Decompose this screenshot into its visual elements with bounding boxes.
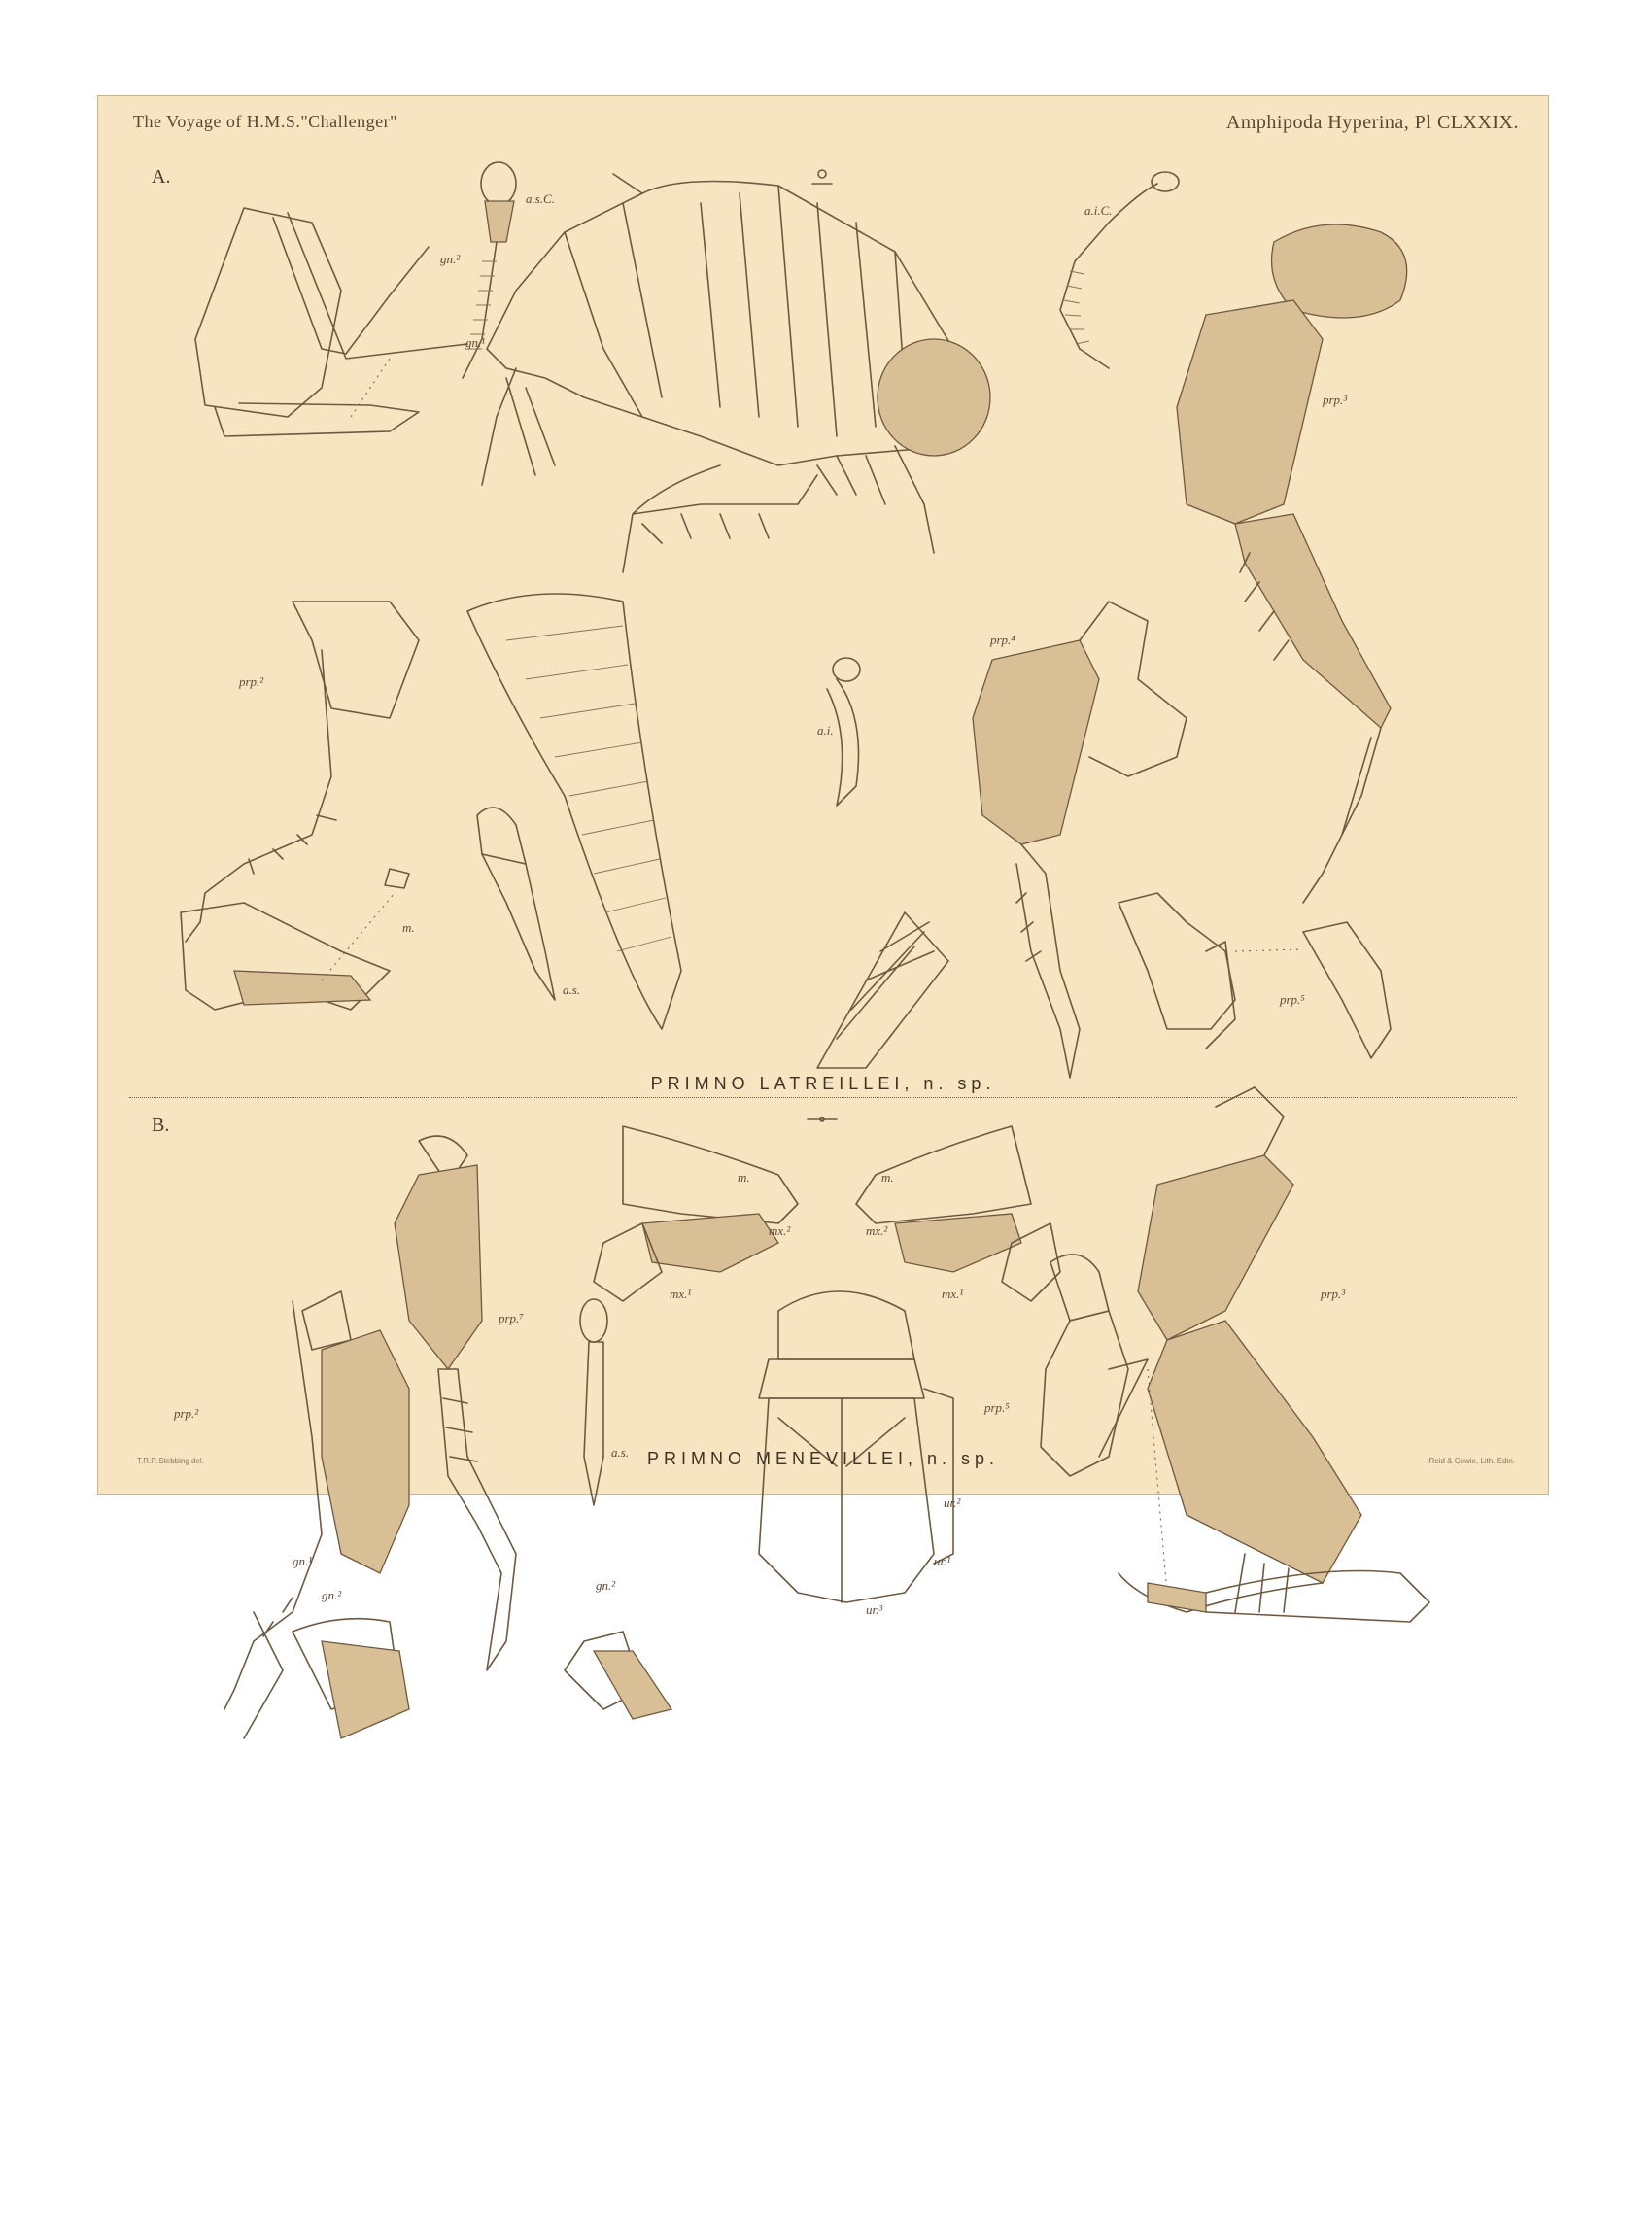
illustration [98, 96, 1550, 1496]
label-asc-a: a.s.C. [526, 191, 555, 206]
label-aic-a: a.i.C. [1084, 203, 1113, 218]
section-letter-b: B. [152, 1115, 170, 1136]
figure-urosome-a [817, 912, 948, 1068]
label-prp3-a: prp.³ [1323, 393, 1348, 407]
label-gn2-b-left: gn.² [322, 1588, 342, 1602]
label-gn1-a: gn.¹ [465, 335, 486, 350]
figure-pereiopod-2-a [186, 602, 419, 942]
label-gn2-b-right: gn.² [596, 1578, 616, 1593]
section-letter-a: A. [152, 166, 171, 188]
label-as-a: a.s. [563, 982, 581, 997]
label-ai-a: a.i. [817, 723, 834, 738]
plate-number: Amphipoda Hyperina, Pl CLXXIX. [1225, 112, 1519, 133]
artist-credit: T.R.R.Stebbing del. [137, 1457, 204, 1465]
figure-pereiopod-2-b [224, 1291, 409, 1709]
series-title: The Voyage of H.M.S."Challenger" [133, 112, 397, 131]
figure-gnathopods-a [195, 208, 467, 436]
label-mx1-b-right: mx.¹ [942, 1287, 964, 1301]
figure-pereiopod-7-b [395, 1136, 516, 1670]
label-prp5-b: prp.⁵ [984, 1400, 1010, 1415]
label-ur2-b: ur.² [944, 1496, 961, 1510]
label-prp4-a: prp.⁴ [990, 633, 1015, 647]
title-section-b: PRIMNO MENEVILLEI, n. sp. [646, 1449, 1000, 1468]
label-m-b-left: m. [738, 1170, 750, 1185]
section-divider [129, 1097, 1517, 1098]
label-prp5-a: prp.⁵ [1280, 992, 1305, 1007]
figure-whole-animal-a [482, 170, 990, 572]
figure-urosome-b [759, 1291, 953, 1602]
label-prp2-b: prp.² [174, 1406, 199, 1421]
figure-antenna-superior-b [580, 1299, 607, 1505]
figure-gnathopods-b [244, 1612, 671, 1738]
figure-antenna-superior-a [477, 808, 555, 1000]
label-prp2-a: prp.² [239, 674, 264, 689]
figure-antenna-inferior [1060, 172, 1179, 368]
lithographer-credit: Reid & Cowie, Lith. Edin. [1428, 1457, 1515, 1465]
label-ur1-b: ur.¹ [934, 1554, 951, 1568]
label-m-a: m. [402, 920, 415, 935]
figure-pereiopod-3-b [1119, 1087, 1361, 1612]
figure-pereiopod-5-a [1119, 893, 1391, 1058]
title-section-a: PRIMNO LATREILLEI, n. sp. [650, 1074, 996, 1093]
figure-spine-large [467, 594, 681, 1029]
label-prp3-b: prp.³ [1321, 1287, 1346, 1301]
label-ur3-b: ur.³ [866, 1602, 883, 1617]
plate [97, 95, 1549, 1617]
label-prp7-b: prp.⁷ [499, 1311, 524, 1325]
label-gn2-a: gn.² [440, 252, 461, 266]
label-gn1-b: gn.¹ [293, 1554, 313, 1568]
label-mx2-b-left: mx.² [769, 1223, 791, 1238]
label-mx1-b-left: mx.¹ [670, 1287, 692, 1301]
label-m-b-right: m. [881, 1170, 894, 1185]
label-mx2-b-right: mx.² [866, 1223, 888, 1238]
figure-mandible-a [181, 869, 409, 1010]
figure-mouthparts-b [594, 1118, 1060, 1301]
label-as-b: a.s. [611, 1445, 630, 1460]
figure-pereiopod-3-a [1177, 224, 1407, 903]
figure-pereiopod-4-a [973, 602, 1187, 1078]
